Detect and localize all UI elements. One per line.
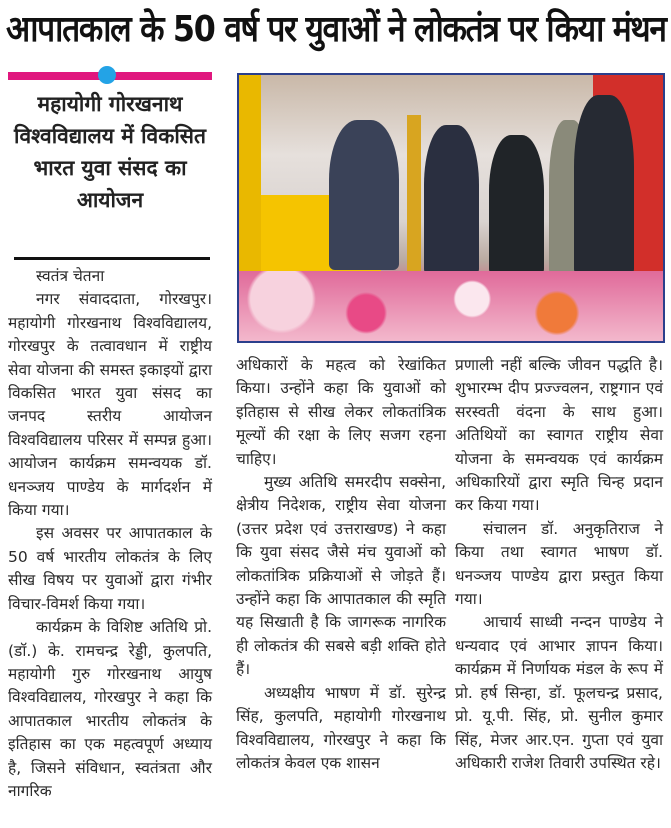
accent-dot — [98, 66, 116, 84]
lamp-icon — [407, 115, 421, 275]
byline: स्वतंत्र चेतना — [36, 267, 105, 285]
paragraph: इस अवसर पर आपातकाल के 50 वर्ष भारतीय लोकतंत्र के लिए सीख विषय पर युवाओं द्वारा गंभीर विचार-विमर्श किया गया। — [8, 524, 212, 613]
paragraph: अधिकारों के महत्व को रेखांकित किया। उन्होंने कहा कि युवाओं को इतिहास से सीख लेकर लोकतांत्रिक मूल्यों की रक्षा के लिए सजग रहना चाहिए। — [236, 356, 446, 468]
paragraph: नगर संवाददाता, गोरखपुर। महायोगी गोरखनाथ विश्वविद्यालय, गोरखपुर के तत्वावधान में राष्ट्रीय सेवा योजना की समस्त इकाइयों द्वारा विकसित भारत युवा संसद का जनपद स्तरीय आयोजन विश्वविद्यालय परिसर में सम्पन्न हुआ। आयोजन कार्यक्रम समन्वयक डॉ. धनञ्जय पाण्डेय के मार्गदर्शन में किया गया। — [8, 290, 212, 520]
article-column-2 — [236, 354, 446, 775]
photo-person — [424, 125, 479, 275]
paragraph: प्रणाली नहीं बल्कि जीवन पद्धति है। शुभारम्भ दीप प्रज्ज्वलन, राष्ट्रगान एवं सरस्वती वंदना के साथ हुआ। अतिथियों का स्वागत राष्ट्रीय सेवा योजना के समन्वयक एवं कार्यक्रम अधिकारियों द्वारा स्मृति चिन्ह प्रदान कर किया गया। — [455, 356, 663, 515]
paragraph: कार्यक्रम के विशिष्ट अतिथि प्रो. (डॉ.) के. रामचन्द्र रेड्डी, कुलपति, महायोगी गुरु गोरखनाथ आयुष विश्वविद्यालय, गोरखपुर ने कहा कि आपातकाल भारतीय लोकतंत्र के इतिहास का एक महत्वपूर्ण अध्याय है, जिसने संविधान, स्वतंत्रता और नागरिक — [8, 618, 212, 800]
headline: आपातकाल के 50 वर्ष पर युवाओं ने लोकतंत्र पर किया मंथन — [6, 9, 666, 50]
paragraph: मुख्य अतिथि समरदीप सक्सेना, क्षेत्रीय निदेशक, राष्ट्रीय सेवा योजना (उत्तर प्रदेश एवं उत्तराखण्ड) ने कहा कि युवा संसद जैसे मंच युवाओं को लोकतांत्रिक प्रक्रियाओं से जोड़ते हैं। उन्होंने कहा कि आपातकाल की स्मृति यह सिखाती है कि जागरूक नागरिक ही लोकतंत्र की सबसे बड़ी शक्ति होते हैं। — [236, 473, 446, 679]
event-photo — [237, 73, 665, 343]
divider — [14, 257, 210, 260]
paragraph: संचालन डॉ. अनुकृतिराज ने किया तथा स्वागत भाषण डॉ. धनञ्जय पाण्डेय द्वारा प्रस्तुत किया गया। — [455, 519, 663, 609]
photo-person — [489, 135, 544, 275]
photo-person — [574, 95, 634, 275]
article-column-1 — [8, 265, 212, 803]
paragraph: आचार्य साध्वी नन्दन पाण्डेय ने धन्यवाद एवं आभार ज्ञापन किया। कार्यक्रम में निर्णायक मंडल के रूप में प्रो. हर्ष सिन्हा, डॉ. फूलचन्द्र प्रसाद, प्रो. यू.पी. सिंह, प्रो. सुनील कुमार सिंह, मेजर आर.एन. गुप्ता एवं युवा अधिकारी राजेश तिवारी उपस्थित रहे। — [455, 613, 663, 772]
subheadline: महायोगी गोरखनाथ विश्वविद्यालय में विकसित भारत युवा संसद का आयोजन — [14, 92, 206, 212]
photo-flowers — [239, 271, 663, 341]
article-column-3 — [455, 354, 663, 775]
paragraph: अध्यक्षीय भाषण में डॉ. सुरेन्द्र सिंह, कुलपति, महायोगी गोरखनाथ विश्वविद्यालय, गोरखपुर ने कहा कि लोकतंत्र केवल एक शासन — [236, 683, 446, 772]
photo-person — [329, 120, 399, 270]
